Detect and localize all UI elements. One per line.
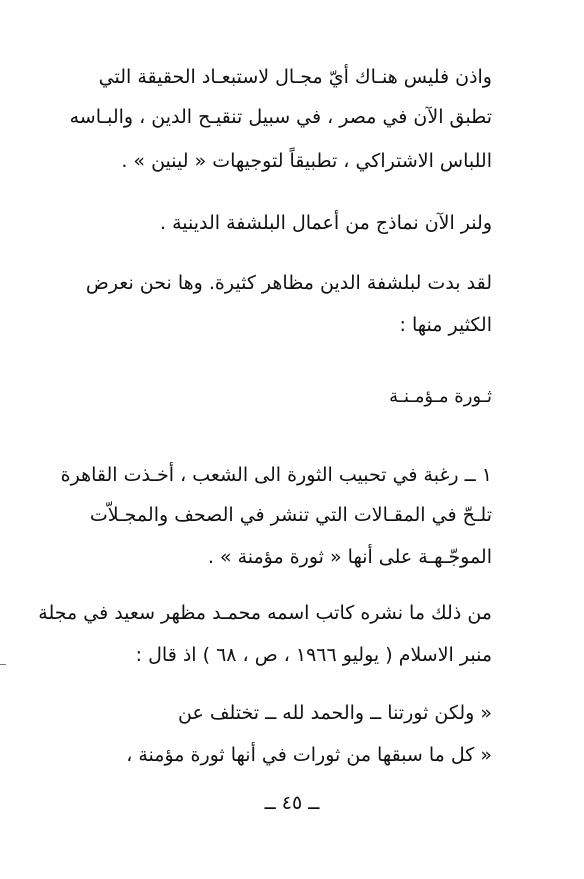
paragraph-5-line-1: من ذلك ما نشره كاتب اسمه محمـد مظهر سعيد في مجلة: [38, 602, 492, 624]
paragraph-4-line-3: الموجّـهـة على أنها « ثورة مؤمنة » .: [207, 546, 492, 568]
paragraph-6-line-2: « كل ما سبقها من ثورات في أنها ثورة مؤمنة ،: [126, 744, 492, 766]
left-edge-mark: [0, 664, 6, 665]
paragraph-5-line-2: منبر الاسلام ( يوليو ١٩٦٦ ، ص ، ٦٨ ) اذ قال :: [135, 644, 492, 666]
paragraph-2-line-1: ولنر الآن نماذج من أعمال البلشفة الدينية .: [159, 212, 492, 234]
paragraph-3-line-1: لقد بدت لبلشفة الدين مظاهر كثيرة. وها نحن نعرض: [85, 272, 492, 294]
paragraph-4-line-1: ١ ــ رغبة في تحبيب الثورة الى الشعب ، أخـذت القاهرة: [60, 464, 492, 486]
paragraph-3-line-2: الكثير منها :: [399, 314, 492, 336]
paragraph-4-line-2: تلـحّ في المقـالات التي تنشر في الصحف والمجـلاّت: [89, 504, 492, 526]
paragraph-1-line-1: واذن فليس هنـاك أيّ مجـال لاستبعـاد الحقيقة التي: [98, 66, 492, 88]
page-number: ــ ٤٥ ــ: [264, 792, 320, 814]
paragraph-6-line-1: « ولكن ثورتنا ــ والحمد لله ــ تختلف عن: [178, 702, 492, 724]
paragraph-1-line-2: تطبق الآن في مصر ، في سبيل تنقيـح الدين ، والبـاسه: [69, 106, 492, 128]
section-heading: ثـورة مـؤمـنـة: [389, 386, 492, 407]
paragraph-1-line-3: اللباس الاشتراكي ، تطبيقاً لتوجيهات « لينين » .: [121, 150, 492, 172]
